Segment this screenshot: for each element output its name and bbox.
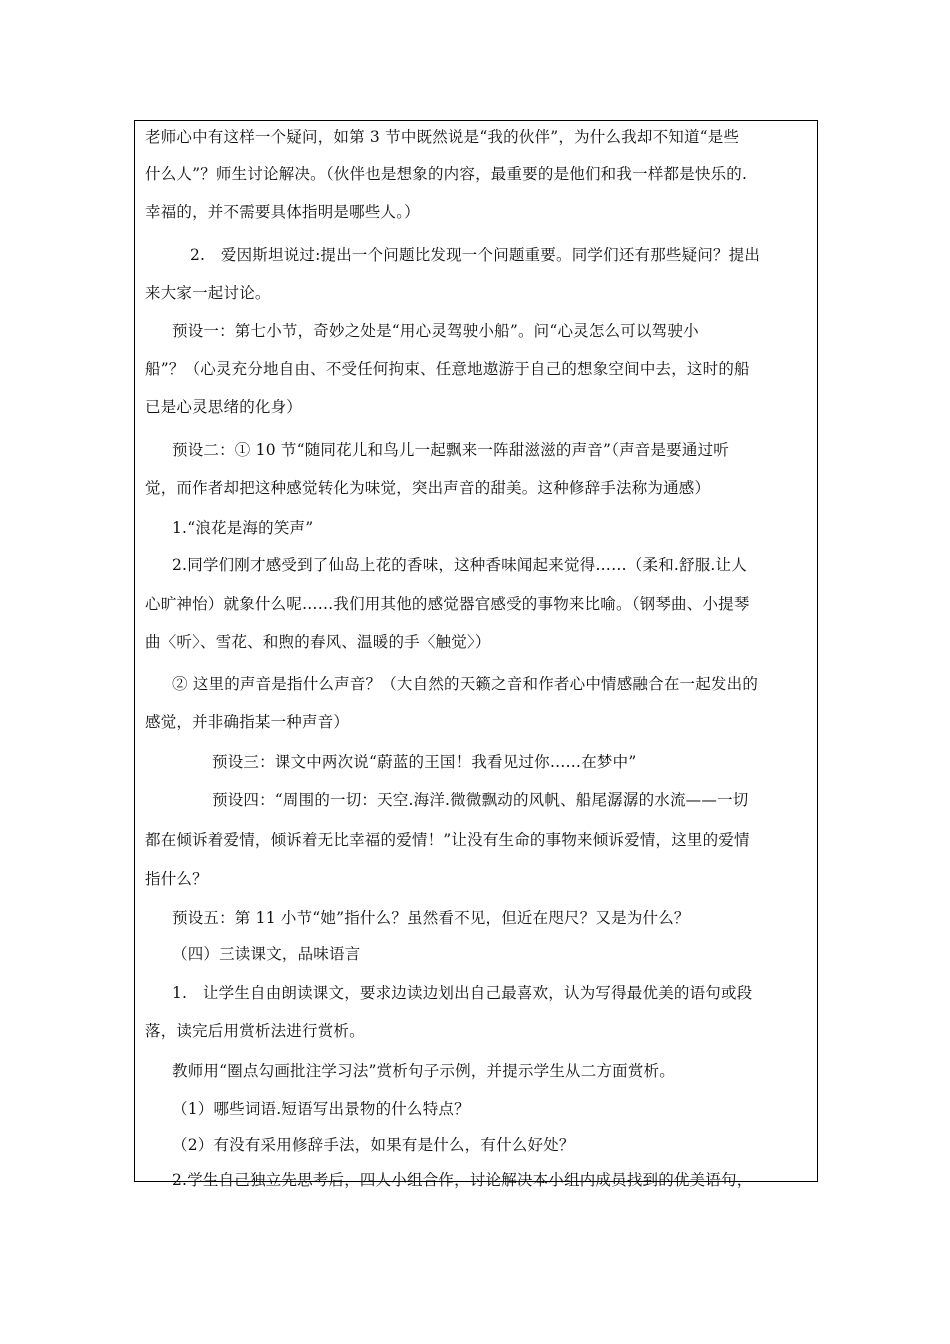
text-line: 已是心灵思绪的化身） (145, 398, 303, 416)
text-line: 老师心中有这样一个疑问，如第 3 节中既然说是“我的伙伴”，为什么我却不知道“是些 (145, 128, 740, 146)
text-line: 1. 让学生自由朗读课文，要求边读边划出自己最喜欢，认为写得最优美的语句或段 (172, 984, 753, 1002)
text-line: 什么人”？师生讨论解决。（伙伴也是想象的内容，最重要的是他们和我一样都是快乐的. (145, 165, 748, 183)
text-line: 落，读完后用赏析法进行赏析。 (145, 1022, 365, 1040)
text-line: 预设一：第七小节，奇妙之处是“用心灵驾驶小船”。问“心灵怎么可以驾驶小 (172, 322, 699, 340)
text-line: 2. 爱因斯坦说过:提出一个问题比发现一个问题重要。同学们还有那些疑问？提出 (190, 246, 761, 264)
text-line: 2.学生自己独立先思考后，四人小组合作，讨论解决本小组内成员找到的优美语句， (172, 1171, 753, 1189)
text-line: 教师用“圈点勾画批注学习法”赏析句子示例，并提示学生从二方面赏析。 (172, 1062, 675, 1080)
text-line: 预设三：课文中两次说“蔚蓝的王国！我看见过你……在梦中” (212, 753, 637, 771)
text-line: 觉，而作者却把这种感觉转化为味觉，突出声音的甜美。这种修辞手法称为通感） (145, 479, 711, 497)
text-line: （四）三读课文，品味语言 (172, 945, 361, 963)
text-line: 1.“浪花是海的笑声” (172, 519, 314, 537)
text-line: 预设二：① 10 节“随同花儿和鸟儿一起飘来一阵甜滋滋的声音”（声音是要通过听 (172, 441, 729, 459)
text-line: （2）有没有采用修辞手法，如果有是什么，有什么好处？ (172, 1136, 575, 1154)
text-line: 指什么？ (145, 870, 208, 888)
text-line: 预设四：“周围的一切：天空.海洋.微微飘动的风帆、船尾潺潺的水流——一切 (212, 791, 749, 809)
text-line: 幸福的，并不需要具体指明是哪些人。） (145, 203, 420, 221)
text-line: 来大家一起讨论。 (145, 284, 271, 302)
text-line: ② 这里的声音是指什么声音？（大自然的天籁之音和作者心中情感融合在一起发出的 (172, 675, 759, 693)
text-line: 2.同学们刚才感受到了仙岛上花的香味，这种香味闻起来觉得……（柔和.舒服.让人 (172, 556, 747, 574)
text-line: 预设五：第 11 小节“她”指什么？虽然看不见，但近在咫尺？又是为什么？ (172, 909, 690, 927)
text-line: 船”？（心灵充分地自由、不受任何拘束、任意地遨游于自己的想象空间中去，这时的船 (145, 360, 750, 378)
text-line: 都在倾诉着爱情，倾诉着无比幸福的爱情！”让没有生命的事物来倾诉爱情，这里的爱情 (145, 831, 750, 849)
text-line: 感觉，并非确指某一种声音） (145, 713, 350, 731)
text-line: 心旷神怡）就象什么呢……我们用其他的感觉器官感受的事物来比喻。（钢琴曲、小提琴 (145, 595, 750, 613)
text-line: （1）哪些词语.短语写出景物的什么特点？ (172, 1100, 470, 1118)
text-line: 曲〈听〉、雪花、和煦的春风、温暖的手〈触觉〉） (145, 633, 491, 651)
